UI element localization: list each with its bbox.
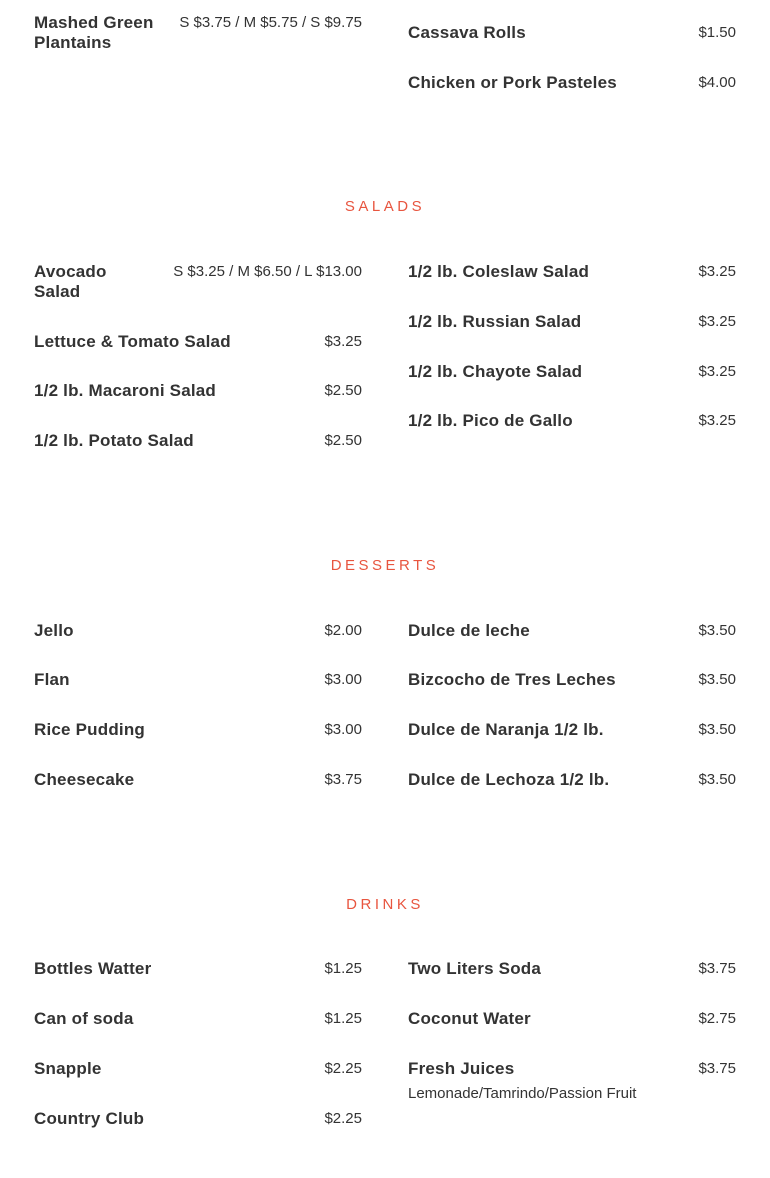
item-name: Bottles Watter (34, 959, 152, 978)
item-price: $2.25 (324, 1060, 362, 1077)
item-price: $3.25 (698, 263, 736, 280)
item-name: Cheesecake (34, 770, 135, 789)
item-name: 1/2 lb. Chayote Salad (408, 362, 583, 381)
item-price: $2.50 (324, 432, 362, 449)
item-name: 1/2 lb. Russian Salad (408, 312, 582, 331)
item-name: Country Club (34, 1109, 145, 1128)
item-name: Bizcocho de Tres Leches (408, 670, 616, 689)
item-price: $3.75 (324, 771, 362, 788)
item-name: Avocado Salad (34, 262, 107, 301)
item-price: $3.50 (698, 671, 736, 688)
item-name: Mashed Green Plantains (34, 13, 154, 52)
item-price: $3.25 (324, 333, 362, 350)
item-price: $2.50 (324, 382, 362, 399)
item-price: $1.25 (324, 1010, 362, 1027)
item-name: Dulce de Lechoza 1/2 lb. (408, 770, 610, 789)
item-name: Lettuce & Tomato Salad (34, 332, 231, 351)
item-price: $3.75 (698, 960, 736, 977)
item-name: Dulce de Naranja 1/2 lb. (408, 720, 604, 739)
item-price: $3.25 (698, 313, 736, 330)
item-price: $4.00 (698, 74, 736, 91)
item-name: Snapple (34, 1059, 102, 1078)
item-name: 1/2 lb. Pico de Gallo (408, 411, 573, 430)
item-name: Fresh Juices (408, 1059, 515, 1078)
item-name: Flan (34, 670, 70, 689)
item-price: S $3.25 / M $6.50 / L $13.00 (173, 263, 362, 280)
item-price: $2.00 (324, 622, 362, 639)
item-price: $1.25 (324, 960, 362, 977)
item-price: $3.50 (698, 771, 736, 788)
item-price: $3.75 (698, 1060, 736, 1077)
item-description: Lemonade/Tamrindo/Passion Fruit (408, 1085, 637, 1102)
section-title-drinks: DRINKS (346, 896, 424, 913)
item-price: S $3.75 / M $5.75 / S $9.75 (179, 14, 362, 31)
item-name: Chicken or Pork Pasteles (408, 73, 617, 92)
item-price: $3.00 (324, 671, 362, 688)
item-name: Rice Pudding (34, 720, 146, 739)
item-price: $1.50 (698, 24, 736, 41)
item-price: $2.25 (324, 1110, 362, 1127)
item-name: Coconut Water (408, 1009, 531, 1028)
item-name: Can of soda (34, 1009, 134, 1028)
item-price: $2.75 (698, 1010, 736, 1027)
item-price: $3.25 (698, 412, 736, 429)
item-name: Two Liters Soda (408, 959, 542, 978)
item-name: 1/2 lb. Coleslaw Salad (408, 262, 590, 281)
item-name: Cassava Rolls (408, 23, 526, 42)
item-name: 1/2 lb. Macaroni Salad (34, 381, 217, 400)
section-title-desserts: DESSERTS (330, 557, 440, 574)
item-name: Jello (34, 621, 74, 640)
section-title-salads: SALADS (344, 198, 426, 215)
item-price: $3.00 (324, 721, 362, 738)
item-name: 1/2 lb. Potato Salad (34, 431, 194, 450)
item-price: $3.50 (698, 622, 736, 639)
item-name: Dulce de leche (408, 621, 530, 640)
item-price: $3.25 (698, 363, 736, 380)
item-price: $3.50 (698, 721, 736, 738)
